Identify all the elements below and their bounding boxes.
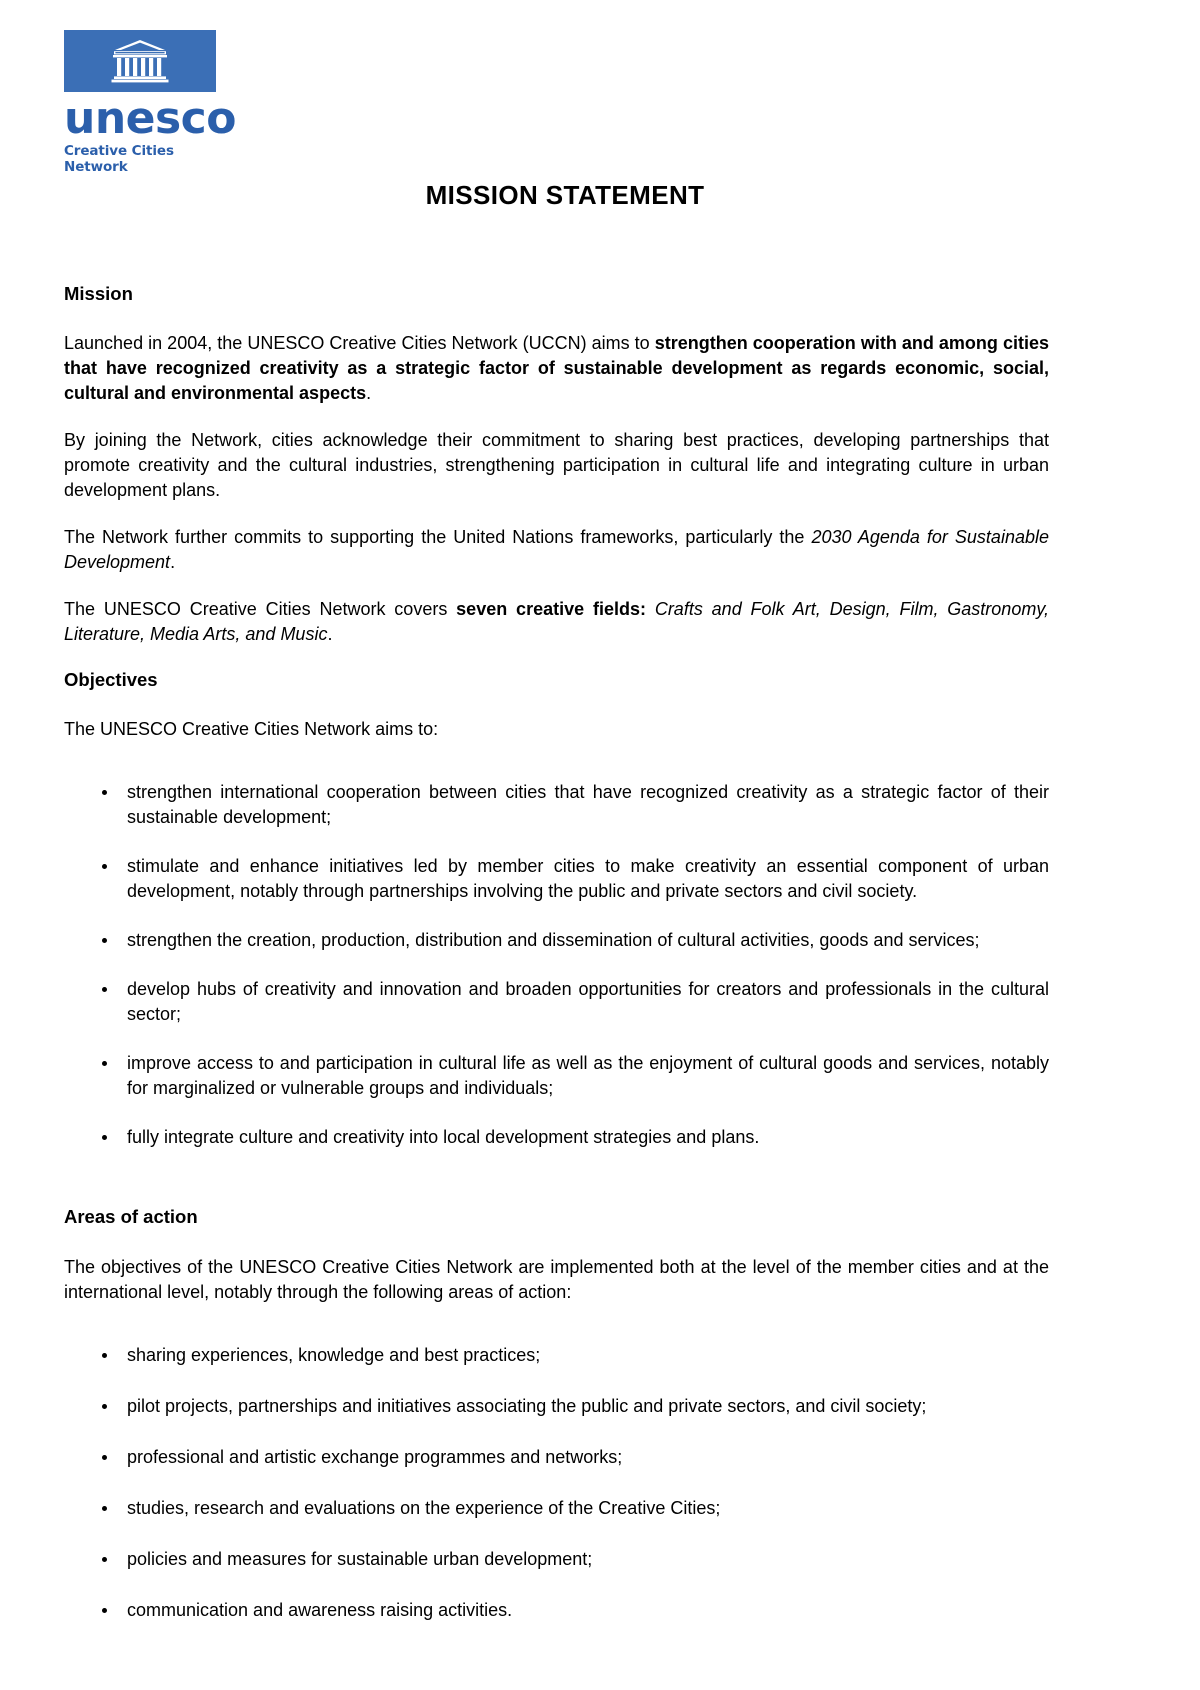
- list-item-label: policies and measures for sustainable urban development;: [127, 1548, 593, 1569]
- list-item: [64, 854, 1049, 904]
- mission-p4-bold: seven creative fields:: [456, 599, 646, 620]
- list-item: [64, 977, 1049, 1027]
- mission-p4-text-b: .: [327, 624, 333, 645]
- mission-paragraph-2: By joining the Network, cities acknowledge their commitment to sharing best practices, developing partnerships that promote creativity and the cultural industries, strengthening participation in cultural life and integrating culture in urban development plans.: [64, 430, 1049, 501]
- unesco-temple-icon: [107, 37, 173, 85]
- list-item-label: strengthen international cooperation between cities that have recognized creativity as a strategic factor of their sustainable development;: [127, 782, 1049, 828]
- list-item: [64, 928, 1049, 953]
- bullet-dot-icon: [102, 1455, 107, 1460]
- list-item: [64, 1445, 1049, 1470]
- list-item: [64, 1343, 1049, 1368]
- heading-objectives: Objectives: [64, 669, 158, 691]
- bullet-dot-icon: [102, 1353, 107, 1358]
- bullet-dot-icon: [102, 938, 107, 943]
- unesco-logo: [64, 30, 236, 176]
- areas-of-action-list: [64, 1343, 1049, 1623]
- list-item-label: sharing experiences, knowledge and best practices;: [127, 1344, 541, 1365]
- list-item-label: professional and artistic exchange programmes and networks;: [127, 1446, 623, 1467]
- list-item-label: fully integrate culture and creativity into local development strategies and plans.: [127, 1127, 760, 1148]
- mission-paragraph-1: [64, 331, 1049, 406]
- mission-paragraph-4: [64, 597, 1049, 647]
- objectives-list: [64, 780, 1049, 1150]
- mission-p1-bold: strengthen cooperation with and among cities that have recognized creativity as a strategic factor of sustainable development as regards economic, social, cultural and environmental aspects: [64, 333, 1049, 404]
- page-title: MISSION STATEMENT: [425, 180, 705, 210]
- mission-p1-text-b: .: [366, 383, 372, 404]
- objectives-intro: The UNESCO Creative Cities Network aims to:: [64, 719, 439, 740]
- list-item: [64, 780, 1049, 830]
- list-item: [64, 1125, 1049, 1150]
- list-item-label: develop hubs of creativity and innovation and broaden opportunities for creators and professionals in the cultural sector;: [127, 979, 1049, 1025]
- bullet-dot-icon: [102, 1404, 107, 1409]
- unesco-wordmark: unesco: [64, 93, 236, 144]
- document-body: [64, 283, 1049, 1649]
- areas-of-action-intro: The objectives of the UNESCO Creative Cities Network are implemented both at the level of the member cities and at the international level, notably through the following areas of action:: [64, 1256, 1049, 1302]
- bullet-dot-icon: [102, 987, 107, 992]
- list-item-label: communication and awareness raising activities.: [127, 1599, 513, 1620]
- list-item-label: improve access to and participation in cultural life as well as the enjoyment of cultural goods and services, notably for marginalized or vulnerable groups and individuals;: [127, 1053, 1049, 1099]
- mission-p3-italic: 2030 Agenda for Sustainable Development: [64, 527, 1049, 573]
- list-item: [64, 1598, 1049, 1623]
- bullet-dot-icon: [102, 864, 107, 869]
- bullet-dot-icon: [102, 1061, 107, 1066]
- mission-p3-text-a: The Network further commits to supporting the United Nations frameworks, particularly the: [64, 527, 812, 548]
- bullet-dot-icon: [102, 1557, 107, 1562]
- heading-areas-of-action: Areas of action: [64, 1206, 198, 1228]
- list-item-label: pilot projects, partnerships and initiatives associating the public and private sectors, and civil society;: [127, 1395, 927, 1416]
- list-item: [64, 1547, 1049, 1572]
- mission-p4-italic: Crafts and Folk Art, Design, Film, Gastronomy, Literature, Media Arts, and Music: [64, 599, 1049, 645]
- list-item-label: strengthen the creation, production, distribution and dissemination of cultural activities, goods and services;: [127, 930, 980, 951]
- list-item-label: studies, research and evaluations on the experience of the Creative Cities;: [127, 1497, 721, 1518]
- bullet-dot-icon: [102, 790, 107, 795]
- list-item: [64, 1051, 1049, 1101]
- unesco-emblem-banner: [64, 30, 216, 92]
- list-item: [64, 1496, 1049, 1521]
- heading-mission: Mission: [64, 283, 133, 304]
- mission-paragraph-3: [64, 525, 1049, 575]
- bullet-dot-icon: [102, 1506, 107, 1511]
- bullet-dot-icon: [102, 1135, 107, 1140]
- mission-p1-text-a: Launched in 2004, the UNESCO Creative Cities Network (UCCN) aims to: [64, 333, 655, 354]
- bullet-dot-icon: [102, 1608, 107, 1613]
- mission-p3-text-b: .: [170, 552, 176, 573]
- list-item-label: stimulate and enhance initiatives led by member cities to make creativity an essential component of urban development, notably through partnerships involving the public and private sectors and civil society.: [127, 856, 1049, 902]
- unesco-tagline: Creative Cities Network: [64, 143, 174, 176]
- mission-p4-text-a: The UNESCO Creative Cities Network covers: [64, 599, 457, 620]
- list-item: [64, 1394, 1049, 1419]
